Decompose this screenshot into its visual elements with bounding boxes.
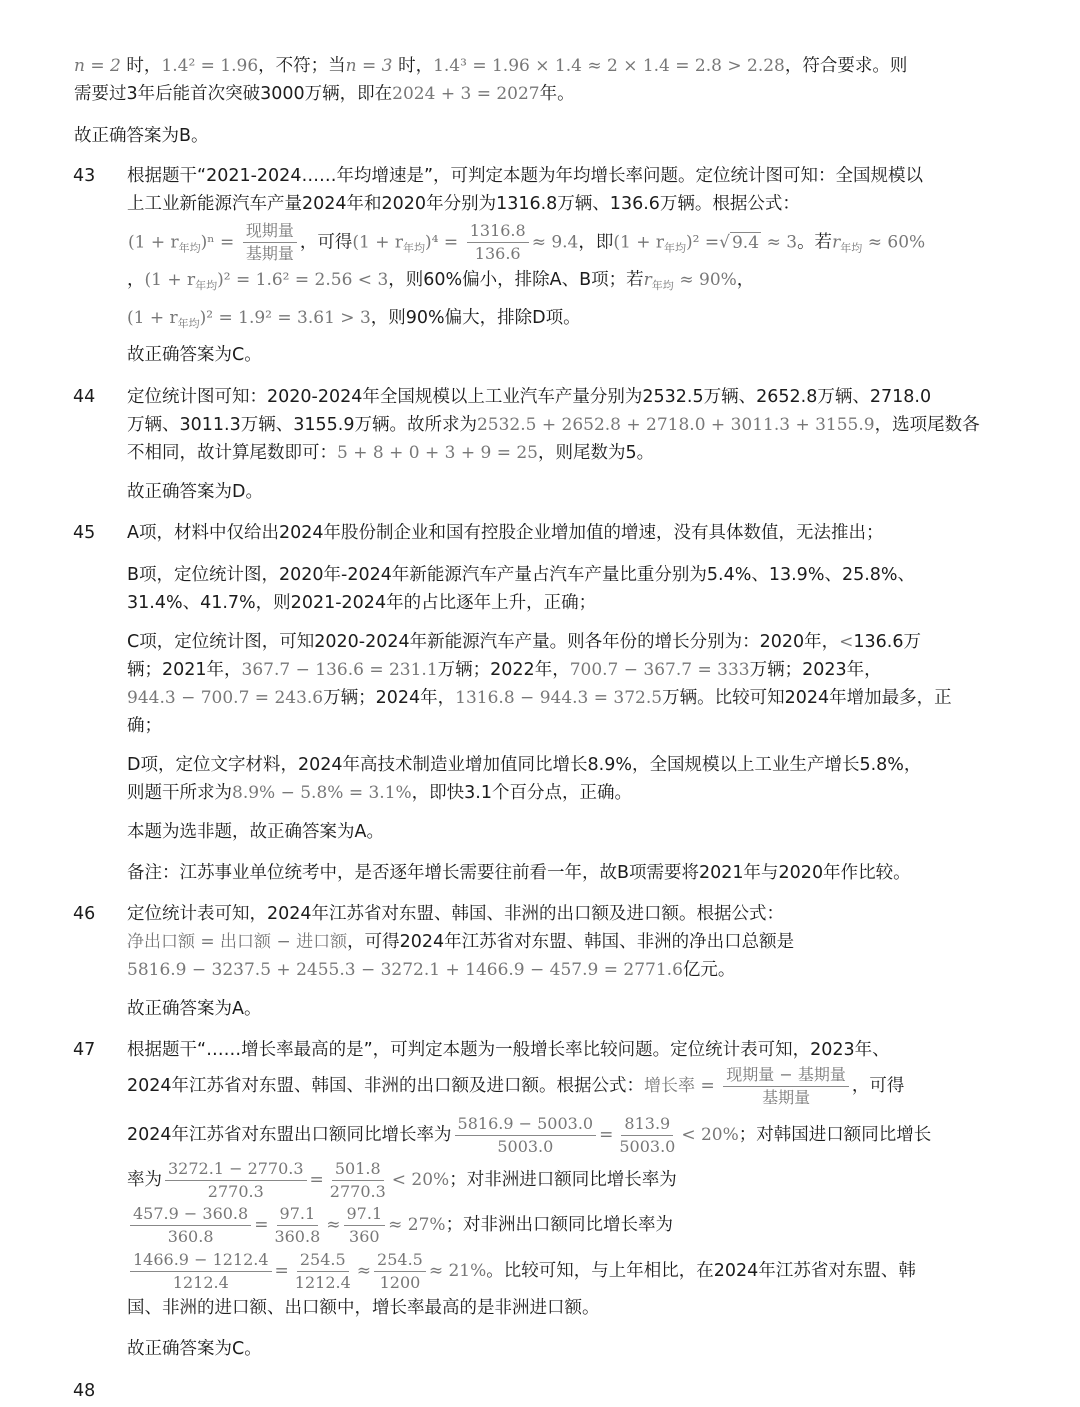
math-expr: (1 + r: [613, 232, 665, 253]
text: C项，定位统计图，可知2020-2024年新能源汽车产量。则各年份的增长分别为：2020年，: [127, 632, 840, 652]
question-number: 47: [73, 1040, 96, 1060]
q45-note: 备注：江苏事业单位统考中，是否逐年增长需要往前看一年，故B项需要将2021年与2020年作比较。: [127, 863, 911, 883]
text: ，可得: [299, 232, 353, 253]
q47-line-4: [127, 1156, 977, 1204]
text: ；对韩国进口额同比增长: [738, 1125, 932, 1145]
text: 辆；2021年，: [127, 660, 242, 680]
sqrt-radicand: 9.4: [731, 232, 760, 253]
math-expr: 1.4³ = 1.96 × 1.4 ≈ 2 × 1.4 = 2.8 > 2.28: [433, 56, 785, 76]
text: ，则尾数为5。: [537, 443, 655, 463]
q45-option-c: [127, 628, 977, 740]
fraction: [467, 220, 529, 265]
math-expr: ≈ 3: [766, 232, 798, 253]
numerator: 254.5: [374, 1249, 426, 1272]
text: 时，: [392, 56, 434, 76]
text-line: [127, 779, 977, 807]
q47-line-1: 根据题干“……增长率最高的是”，可判定本题为一般增长率比较问题。定位统计表可知，2023年、: [127, 1040, 890, 1060]
math-expr: ≈ 21%: [428, 1261, 487, 1281]
text-line: [127, 684, 977, 712]
math-subscript: 年均: [664, 241, 687, 255]
math-subscript: 年均: [195, 279, 218, 292]
intro-paragraph: [74, 52, 974, 108]
math-expr: ≈ 60%: [867, 232, 926, 253]
math-expr: =: [254, 1215, 269, 1235]
text: 2024年江苏省对东盟、韩国、非洲的出口额及进口额。根据公式：: [127, 1076, 645, 1096]
math-expr: =: [599, 1125, 614, 1145]
question-number: 43: [73, 166, 96, 186]
math-expr: 944.3 − 700.7 = 243.6: [127, 688, 324, 708]
q47-line-6: [127, 1247, 977, 1295]
math-expr: <: [839, 632, 854, 652]
q43-explanation: [127, 162, 977, 218]
math-expr: )² =: [686, 232, 720, 253]
math-expr: 1.4² = 1.96: [161, 56, 259, 76]
math-subscript: 年均: [403, 241, 426, 255]
fraction: [374, 1249, 426, 1294]
numerator: 1466.9 − 1212.4: [130, 1249, 272, 1272]
q47-line-5: [127, 1201, 977, 1249]
fraction: [271, 1203, 323, 1248]
intro-answer: 故正确答案为B。: [74, 126, 209, 146]
text-line: [127, 628, 977, 656]
fraction: [616, 1113, 678, 1158]
text: ，可得2024年江苏省对东盟、韩国、非洲的净出口总额是: [347, 932, 795, 952]
question-number: 44: [73, 387, 96, 407]
numerator: 5816.9 − 5003.0: [455, 1113, 597, 1136]
math-expr: (1 + r: [352, 232, 404, 253]
text: 万辆；2022年，: [437, 660, 570, 680]
math-expr: (1 + r: [128, 232, 179, 253]
denominator: 1200: [379, 1272, 421, 1292]
text: ，则60%偏小，排除A、B项；若: [388, 270, 644, 290]
numerator: 97.1: [344, 1203, 386, 1226]
text: ，不符；当: [258, 56, 346, 76]
fraction: [723, 1064, 849, 1109]
fraction: [292, 1249, 354, 1294]
intro-line-1: [74, 52, 974, 80]
text: 。比较可知，与上年相比，在2024年江苏省对东盟、韩: [486, 1261, 916, 1281]
denominator: 2770.3: [207, 1181, 264, 1201]
math-expr: =: [309, 1170, 324, 1190]
math-expr: 2532.5 + 2652.8 + 2718.0 + 3011.3 + 3155.9: [476, 415, 875, 435]
math-expr: ≈ 9.4: [531, 232, 579, 253]
q45-answer: 本题为选非题，故正确答案为A。: [127, 822, 384, 842]
text: ，即: [578, 232, 614, 253]
text: 。若: [797, 232, 833, 253]
math-expr: 700.7 − 367.7 = 333: [569, 660, 750, 680]
intro-line-2: [74, 80, 974, 108]
q47-line-7: 国、非洲的进口额、出口额中，增长率最高的是非洲进口额。: [127, 1298, 600, 1318]
text: ，: [127, 270, 145, 290]
q43-line-4: [127, 266, 977, 338]
math-expr: 367.7 − 136.6 = 231.1: [241, 660, 438, 680]
q46-answer: 故正确答案为A。: [127, 999, 262, 1019]
text: ，符合要求。则: [784, 56, 908, 76]
numerator: 现期量 − 基期量: [723, 1064, 849, 1087]
math-expr: )⁴ =: [425, 232, 459, 253]
math-subscript: 年均: [177, 317, 200, 330]
text: ；对非洲出口额同比增长率为: [445, 1215, 674, 1235]
q46-explanation: [127, 900, 977, 984]
fraction: [243, 220, 297, 265]
q45-option-d: [127, 751, 977, 807]
math-expr: < 20%: [681, 1125, 739, 1145]
text-line: [127, 656, 977, 684]
numerator: 501.8: [332, 1158, 384, 1181]
text-line: [127, 266, 977, 300]
text: 万辆；2024年，: [323, 688, 456, 708]
text: 136.6万: [853, 632, 921, 652]
text-line: [127, 411, 980, 439]
math-expr: ≈ 27%: [388, 1215, 446, 1235]
math-expr: 8.9% − 5.8% = 3.1%: [232, 783, 412, 803]
denominator: 1212.4: [172, 1272, 229, 1292]
math-expr: 增长率 =: [644, 1076, 715, 1096]
math-expr: 5816.9 − 3237.5 + 2455.3 − 3272.1 + 1466.9 − 457.9 = 2771.6: [127, 960, 683, 980]
text: 2024年江苏省对东盟出口额同比增长率为: [127, 1125, 452, 1145]
fraction: [327, 1158, 389, 1203]
text: 需要过3年后能首次突破3000万辆，即在: [74, 84, 393, 104]
denominator: 2770.3: [329, 1181, 386, 1201]
q45-option-b: [127, 561, 977, 617]
fraction: [344, 1203, 386, 1248]
math-expr: ≈: [356, 1261, 372, 1281]
math-expr: 净出口额 = 出口额 − 进口额: [127, 932, 348, 952]
denominator: 1212.4: [294, 1272, 351, 1292]
text: 万辆；2023年，: [749, 660, 882, 680]
math-expr: n = 2: [74, 56, 121, 76]
question-number: 46: [73, 904, 96, 924]
text: 亿元。: [682, 960, 736, 980]
text: 不相同，故计算尾数即可：: [127, 443, 337, 463]
numerator: 254.5: [297, 1249, 349, 1272]
q44-explanation: [127, 383, 980, 467]
math-expr: )² = 1.6² = 2.56 < 3: [217, 270, 389, 290]
fraction: [130, 1249, 272, 1294]
text-line: [127, 304, 977, 338]
q43-answer: 故正确答案为C。: [127, 345, 262, 365]
text-line: 定位统计图可知：2020-2024年全国规模以上工业汽车产量分别为2532.5万辆、2652.8万辆、2718.0: [127, 387, 932, 407]
text-line: [127, 928, 977, 956]
math-expr: r: [643, 270, 652, 290]
math-expr: ≈: [326, 1215, 341, 1235]
text-line: 定位统计表可知，2024年江苏省对东盟、韩国、非洲的出口额及进口额。根据公式：: [127, 904, 785, 924]
denominator: 360: [349, 1226, 380, 1246]
text-line: 上工业新能源汽车产量2024年和2020年分别为1316.8万辆、136.6万辆。根据公式：: [127, 194, 800, 214]
text: ，可得: [851, 1076, 905, 1096]
text: 率为: [127, 1170, 162, 1190]
q47-line-3: [127, 1111, 977, 1159]
text-line: 确；: [127, 716, 162, 736]
text: 时，: [120, 56, 162, 76]
math-subscript: 年均: [178, 241, 201, 255]
numerator: 3272.1 − 2770.3: [165, 1158, 307, 1181]
q44-answer: 故正确答案为D。: [127, 482, 263, 502]
math-expr: r: [832, 232, 841, 253]
text: 万辆。比较可知2024年增加最多，正: [662, 688, 952, 708]
q45-option-a: A项，材料中仅给出2024年股份制企业和国有控股企业增加值的增速，没有具体数值，无法推出；: [127, 523, 884, 543]
math-expr: < 20%: [391, 1170, 450, 1190]
denominator: 5003.0: [497, 1136, 554, 1156]
text-line: 31.4%、41.7%，则2021-2024年的占比逐年上升，正确；: [127, 593, 597, 613]
fraction: [130, 1203, 251, 1248]
text: ，即快3.1个百分点，正确。: [411, 783, 633, 803]
denominator: 360.8: [167, 1226, 214, 1246]
question-number: 48: [73, 1381, 96, 1401]
numerator: 97.1: [277, 1203, 319, 1226]
text-line: B项，定位统计图，2020年-2024年新能源汽车产量占汽车产量比重分别为5.4%、13.9%、25.8%、: [127, 565, 916, 585]
numerator: 1316.8: [467, 220, 529, 243]
math-expr: =: [274, 1261, 289, 1281]
math-expr: n = 3: [345, 56, 393, 76]
text-line: [127, 439, 977, 467]
numerator: 813.9: [621, 1113, 673, 1136]
text-line: D项，定位文字材料，2024年高技术制造业增加值同比增长8.9%，全国规模以上工业生产增长5.8%，: [127, 755, 922, 775]
math-expr: (1 + r: [127, 308, 178, 328]
math-expr: 2024 + 3 = 2027: [392, 84, 540, 104]
text: ，: [736, 270, 755, 290]
denominator: 136.6: [474, 244, 521, 263]
text: 万辆、3011.3万辆、3155.9万辆。故所求为: [127, 415, 477, 435]
math-subscript: 年均: [651, 279, 674, 292]
denominator: 基期量: [245, 244, 294, 263]
text: 年。: [539, 84, 575, 104]
numerator: 457.9 − 360.8: [130, 1203, 251, 1226]
sqrt-symbol: √: [719, 232, 730, 253]
fraction: [165, 1158, 307, 1203]
math-expr: 1316.8 − 944.3 = 372.5: [455, 688, 663, 708]
denominator: 5003.0: [619, 1136, 676, 1156]
text-line: 根据题干“2021-2024……年均增速是”，可判定本题为年均增长率问题。定位统计图可知：全国规模以: [127, 166, 924, 186]
question-number: 45: [73, 523, 96, 543]
text: ，选项尾数各: [874, 415, 980, 435]
math-expr: ≈ 90%: [679, 270, 737, 290]
math-expr: )ⁿ =: [200, 232, 235, 253]
q47-answer: 故正确答案为C。: [127, 1339, 262, 1359]
math-subscript: 年均: [840, 241, 863, 255]
q43-formula-line: [128, 220, 978, 271]
math-expr: (1 + r: [144, 270, 196, 290]
text: 则题干所求为: [127, 783, 232, 803]
denominator: 基期量: [762, 1087, 811, 1107]
text: ，则90%偏大，排除D项。: [370, 308, 581, 328]
math-expr: )² = 1.9² = 3.61 > 3: [199, 308, 371, 328]
q47-line-2: [127, 1062, 977, 1110]
math-expr: 5 + 8 + 0 + 3 + 9 = 25: [337, 443, 538, 463]
text-line: [127, 956, 977, 984]
text: ；对非洲进口额同比增长率为: [449, 1170, 677, 1190]
denominator: 360.8: [274, 1226, 321, 1246]
numerator: 现期量: [243, 220, 297, 243]
fraction: [455, 1113, 597, 1158]
